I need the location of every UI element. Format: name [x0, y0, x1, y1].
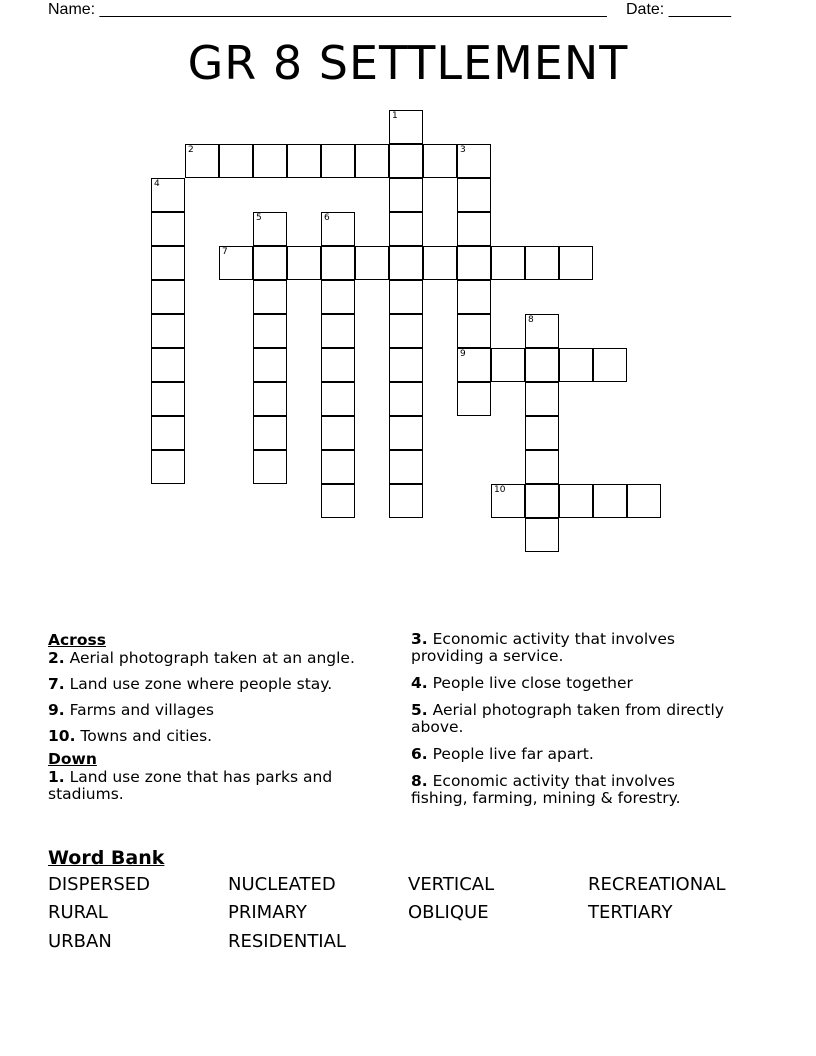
clue-number: 10: [494, 485, 506, 495]
crossword-cell[interactable]: [321, 280, 355, 314]
crossword-cell[interactable]: [457, 314, 491, 348]
clue-number: 9: [460, 349, 466, 359]
crossword-cell[interactable]: [491, 484, 525, 518]
crossword-cell[interactable]: [389, 484, 423, 518]
crossword-cell[interactable]: [491, 348, 525, 382]
crossword-cell[interactable]: [389, 416, 423, 450]
crossword-cell[interactable]: [321, 348, 355, 382]
crossword-cell[interactable]: [253, 144, 287, 178]
crossword-cell[interactable]: [457, 382, 491, 416]
crossword-cell[interactable]: [491, 246, 525, 280]
clue-across-7: 7. Land use zone where people stay.: [48, 675, 333, 693]
crossword-cell[interactable]: [559, 484, 593, 518]
crossword-cell[interactable]: [151, 246, 185, 280]
crossword-cell[interactable]: [253, 450, 287, 484]
word-bank-item: RESIDENTIAL: [228, 931, 346, 952]
crossword-cell[interactable]: [593, 484, 627, 518]
crossword-cell[interactable]: [389, 178, 423, 212]
crossword-cell[interactable]: [321, 416, 355, 450]
clue-number: 8: [528, 315, 534, 325]
clue-number: 1: [392, 111, 398, 121]
crossword-cell[interactable]: [151, 280, 185, 314]
crossword-cell[interactable]: [525, 348, 559, 382]
clue-down-5: 5. Aerial photograph taken from directly above.: [411, 701, 724, 736]
crossword-cell[interactable]: [525, 246, 559, 280]
crossword-cell[interactable]: [185, 144, 219, 178]
word-bank-title: Word Bank: [48, 847, 165, 869]
crossword-cell[interactable]: [525, 484, 559, 518]
clue-number: 6: [324, 213, 330, 223]
crossword-cell[interactable]: [559, 348, 593, 382]
crossword-cell[interactable]: [321, 314, 355, 348]
crossword-cell[interactable]: [253, 280, 287, 314]
word-bank-item: URBAN: [48, 931, 112, 952]
crossword-cell[interactable]: [151, 314, 185, 348]
clue-down-6: 6. People live far apart.: [411, 745, 594, 763]
clue-across-9: 9. Farms and villages: [48, 701, 214, 719]
crossword-cell[interactable]: [151, 382, 185, 416]
crossword-cell[interactable]: [151, 178, 185, 212]
clue-across-10: 10. Towns and cities.: [48, 727, 213, 745]
crossword-cell[interactable]: [389, 450, 423, 484]
clue-number: 4: [154, 179, 160, 189]
crossword-cell[interactable]: [253, 382, 287, 416]
clues-left-column: [48, 630, 398, 813]
crossword-cell[interactable]: [321, 212, 355, 246]
crossword-cell[interactable]: [355, 246, 389, 280]
crossword-cell[interactable]: [287, 144, 321, 178]
word-bank-item: RURAL: [48, 902, 108, 923]
crossword-cell[interactable]: [321, 144, 355, 178]
crossword-cell[interactable]: [525, 518, 559, 552]
clue-across-2: 2. Aerial photograph taken at an angle.: [48, 649, 355, 667]
clue-down-8: 8. Economic activity that involves fishing, farming, mining & forestry.: [411, 772, 681, 807]
crossword-cell[interactable]: [525, 416, 559, 450]
crossword-cell[interactable]: [389, 110, 423, 144]
clue-down-3: 3. Economic activity that involves providing a service.: [411, 630, 675, 665]
clue-number: 7: [222, 247, 228, 257]
crossword-cell[interactable]: [219, 144, 253, 178]
crossword-cell[interactable]: [321, 382, 355, 416]
crossword-cell[interactable]: [321, 484, 355, 518]
crossword-cell[interactable]: [219, 246, 253, 280]
crossword-cell[interactable]: [457, 246, 491, 280]
crossword-cell[interactable]: [253, 314, 287, 348]
date-field-label[interactable]: Date: _______: [626, 1, 731, 18]
crossword-cell[interactable]: [253, 348, 287, 382]
word-bank-item: TERTIARY: [588, 902, 673, 923]
page-title: GR 8 SETTLEMENT: [187, 36, 629, 90]
crossword-cell[interactable]: [389, 280, 423, 314]
crossword-cell[interactable]: [321, 246, 355, 280]
down-heading: Down: [48, 750, 97, 768]
crossword-cell[interactable]: [457, 348, 491, 382]
crossword-cell[interactable]: [253, 212, 287, 246]
clues-right-column: [411, 631, 731, 817]
word-bank-item: OBLIQUE: [408, 902, 489, 923]
crossword-cell[interactable]: [389, 144, 423, 178]
crossword-cell[interactable]: [525, 382, 559, 416]
crossword-cell[interactable]: [457, 280, 491, 314]
clue-number: 2: [188, 145, 194, 155]
word-bank-item: PRIMARY: [228, 902, 307, 923]
crossword-cell[interactable]: [627, 484, 661, 518]
clue-number: 3: [460, 145, 466, 155]
word-bank-item: VERTICAL: [408, 874, 495, 895]
word-bank-item: RECREATIONAL: [588, 874, 726, 895]
word-bank-item: NUCLEATED: [228, 874, 336, 895]
crossword-cell[interactable]: [151, 212, 185, 246]
name-field-label[interactable]: Name: _________________________________________________________: [48, 1, 607, 18]
crossword-cell[interactable]: [559, 246, 593, 280]
crossword-cell[interactable]: [151, 348, 185, 382]
crossword-cell[interactable]: [151, 450, 185, 484]
across-heading: Across: [48, 631, 106, 649]
crossword-cell[interactable]: [389, 212, 423, 246]
crossword-cell[interactable]: [457, 212, 491, 246]
crossword-cell[interactable]: [151, 416, 185, 450]
crossword-cell[interactable]: [389, 382, 423, 416]
crossword-cell[interactable]: [593, 348, 627, 382]
crossword-cell[interactable]: [423, 246, 457, 280]
crossword-cell[interactable]: [253, 246, 287, 280]
crossword-cell[interactable]: [457, 144, 491, 178]
crossword-cell[interactable]: [423, 144, 457, 178]
crossword-cell[interactable]: [389, 246, 423, 280]
clue-down-4: 4. People live close together: [411, 674, 633, 692]
crossword-cell[interactable]: [389, 314, 423, 348]
crossword-cell[interactable]: [321, 450, 355, 484]
clue-down-1: 1. Land use zone that has parks and stadiums.: [48, 768, 333, 803]
crossword-cell[interactable]: [525, 314, 559, 348]
crossword-cell[interactable]: [457, 178, 491, 212]
crossword-cell[interactable]: [389, 348, 423, 382]
crossword-cell[interactable]: [355, 144, 389, 178]
clue-number: 5: [256, 213, 262, 223]
crossword-cell[interactable]: [525, 450, 559, 484]
crossword-cell[interactable]: [287, 246, 321, 280]
word-bank-item: DISPERSED: [48, 874, 150, 895]
crossword-cell[interactable]: [253, 416, 287, 450]
